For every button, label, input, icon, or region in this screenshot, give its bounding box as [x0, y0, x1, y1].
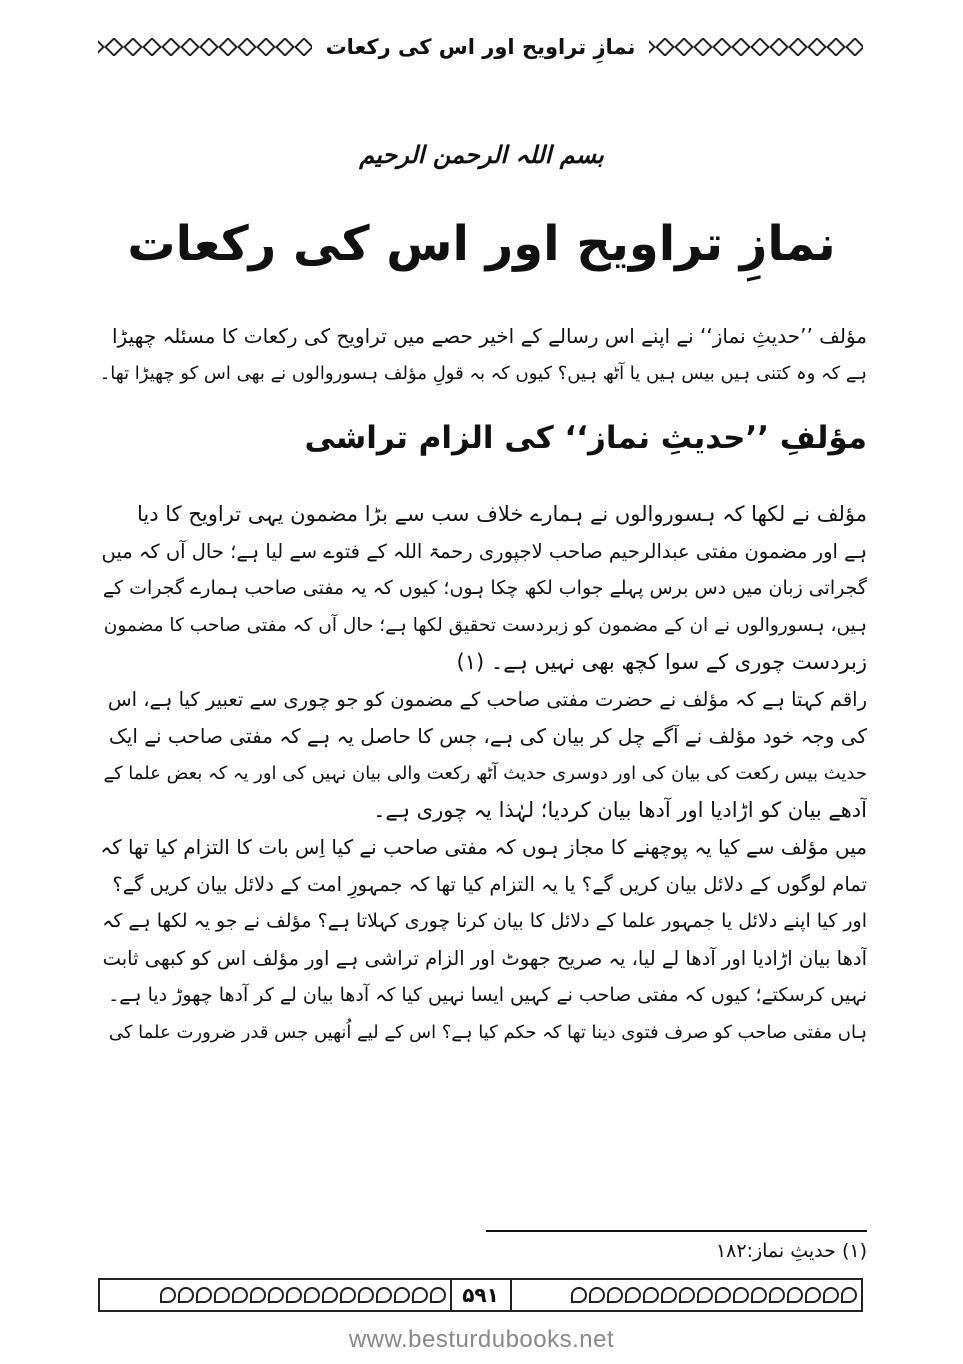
ornament-scroll-icon — [250, 1287, 266, 1303]
ornament-scroll-icon — [769, 1287, 785, 1303]
section-heading: مؤلفِ ’’حدیثِ نماز‘‘ کی الزام تراشی — [304, 420, 867, 456]
ornament-scroll-icon — [787, 1287, 803, 1303]
ornament-scroll-icon — [607, 1287, 623, 1303]
ornament-scroll-icon — [268, 1287, 284, 1303]
ornament-scroll-icon — [697, 1287, 713, 1303]
ornament-scroll-icon — [823, 1287, 839, 1303]
website-watermark: www.besturdubooks.net — [348, 1326, 615, 1353]
ornament-scroll-icon — [805, 1287, 821, 1303]
ornament-scroll-icon — [643, 1287, 659, 1303]
ornament-diamond-icon — [649, 38, 655, 56]
chapter-title: نمازِ تراویح اور اس کی رکعات — [127, 216, 836, 272]
ornament-scroll-icon — [286, 1287, 302, 1303]
ornament-scroll-icon — [733, 1287, 749, 1303]
footer-ornament-right — [512, 1280, 862, 1310]
ornament-diamond-icon — [98, 38, 104, 56]
text-line: حدیث بیس رکعت کی بیان کی اور دوسری حدیث آٹھ رکعت والی بیان نہیں کی اور یہ کہ بعض علما کے — [103, 763, 867, 784]
page-number: ۵۹۱ — [450, 1280, 512, 1310]
text-line: ہیں، ہسوروالوں نے ان کے مضمون کو زبردست تحقیق لکھا ہے؛ حال آں کہ مفتی صاحب کا مضمون — [103, 615, 867, 636]
text-line: ہے اور مضمون مفتی عبدالرحیم صاحب لاجپوری رحمۃ اللہ کے فتوے سے لیا ہے؛ حال آں کہ میں — [101, 540, 867, 563]
page-footer — [98, 1278, 863, 1312]
ornament-diamond-icon — [161, 38, 181, 56]
ornament-scroll-icon — [571, 1287, 587, 1303]
footer-ornament-left — [100, 1280, 450, 1310]
ornament-scroll-icon — [430, 1287, 446, 1303]
ornament-scroll-icon — [376, 1287, 392, 1303]
running-header — [98, 30, 863, 64]
ornament-diamond-icon — [845, 38, 863, 56]
ornament-scroll-icon — [841, 1287, 857, 1303]
ornament-scroll-icon — [232, 1287, 248, 1303]
ornament-diamond-icon — [142, 38, 162, 56]
ornament-diamond-icon — [199, 38, 219, 56]
text-line: تمام لوگوں کے دلائل بیان کریں گے؟ یا یہ التزام کیا تھا کہ جمہورِ امت کے دلائل بیان کریں گے؟ — [112, 873, 867, 896]
ornament-diamond-icon — [788, 38, 808, 56]
ornament-scroll-icon — [394, 1287, 410, 1303]
ornament-diamond-icon — [237, 38, 257, 56]
ornament-scroll-icon — [625, 1287, 641, 1303]
ornament-diamond-icon — [750, 38, 770, 56]
header-ornament-left — [98, 38, 312, 56]
text-line: اور کیا اپنے دلائل یا جمہور علما کے دلائل کا بیان کرنا چوری کہلاتا ہے؟ مؤلف نے جو یہ لکھا ہے کہ — [102, 910, 867, 932]
ornament-scroll-icon — [751, 1287, 767, 1303]
intro-paragraph — [97, 318, 867, 392]
ornament-diamond-icon — [275, 38, 295, 56]
ornament-diamond-icon — [693, 38, 713, 56]
ornament-diamond-icon — [769, 38, 789, 56]
ornament-diamond-icon — [731, 38, 751, 56]
text-line: راقم کہتا ہے کہ مؤلف نے حضرت مفتی صاحب کے مضمون کو جو چوری سے تعبیر کیا ہے، اس — [107, 688, 867, 711]
ornament-diamond-icon — [294, 38, 312, 56]
ornament-diamond-icon — [104, 38, 124, 56]
ornament-diamond-icon — [712, 38, 732, 56]
ornament-diamond-icon — [180, 38, 200, 56]
ornament-scroll-icon — [661, 1287, 677, 1303]
text-line: کی وجہ خود مؤلف نے آگے چل کر بیان کی ہے، جس کا حاصل یہ ہے کہ مفتی صاحب نے ایک — [108, 724, 867, 748]
ornament-scroll-icon — [358, 1287, 374, 1303]
bismillah-calligraphy: بسم اللہ الرحمن الرحیم — [359, 140, 604, 169]
text-line: میں مؤلف سے کیا یہ پوچھنے کا مجاز ہوں کہ مفتی صاحب نے کیا اِس بات کا التزام کیا تھا کہ — [100, 835, 867, 859]
ornament-diamond-icon — [218, 38, 238, 56]
ornament-scroll-icon — [196, 1287, 212, 1303]
ornament-diamond-icon — [256, 38, 276, 56]
ornament-diamond-icon — [655, 38, 675, 56]
ornament-diamond-icon — [807, 38, 827, 56]
body-paragraphs — [97, 496, 867, 1051]
ornament-scroll-icon — [178, 1287, 194, 1303]
ornament-scroll-icon — [412, 1287, 428, 1303]
header-ornament-right — [649, 38, 863, 56]
ornament-scroll-icon — [214, 1287, 230, 1303]
text-line: زبردست چوری کے سوا کچھ بھی نہیں ہے۔ (۱) — [456, 650, 867, 674]
ornament-scroll-icon — [679, 1287, 695, 1303]
text-line: نہیں کرسکتے؛ کیوں کہ مفتی صاحب نے کہیں ایسا نہیں کیا کہ آدھا بیان لے کر آدھا چھوڑ دیا ہے۔ — [108, 984, 867, 1006]
footnote: (۱) حدیثِ نماز:۱۸۲ — [715, 1240, 867, 1262]
ornament-scroll-icon — [304, 1287, 320, 1303]
ornament-scroll-icon — [322, 1287, 338, 1303]
ornament-diamond-icon — [674, 38, 694, 56]
ornament-scroll-icon — [715, 1287, 731, 1303]
ornament-scroll-icon — [340, 1287, 356, 1303]
text-line: گجراتی زبان میں دس برس پہلے جواب لکھ چکا ہوں؛ کیوں کہ یہ مفتی صاحب ہمارے گجرات کے — [102, 577, 867, 599]
text-line: آدھے بیان کو اڑادیا اور آدھا بیان کردیا؛ لہٰذا یہ چوری ہے۔ — [373, 798, 867, 822]
text-line: آدھا بیان اڑادیا اور آدھا لے لیا، یہ صریح جھوٹ اور الزام تراشی ہے اور مؤلف اس کو کبھی ثابت — [102, 947, 867, 970]
ornament-scroll-icon — [160, 1287, 176, 1303]
footnote-divider — [486, 1230, 867, 1232]
text-line: ہے کہ وہ کتنی ہیں بیس ہیں یا آٹھ ہیں؟ کیوں کہ بہ قولِ مؤلف ہسوروالوں نے بھی اس کو چھیڑا تھا۔ — [99, 363, 867, 384]
text-line: ہاں مفتی صاحب کو صرف فتوی دینا تھا کہ حکم کیا ہے؟ اس کے لیے اُنھیں جس قدر ضرورت علما کی — [108, 1022, 867, 1043]
text-line: مؤلف نے لکھا کہ ہسوروالوں نے ہمارے خلاف سب سے بڑا مضمون یہی تراویح کا دیا — [137, 502, 867, 526]
ornament-diamond-icon — [826, 38, 846, 56]
running-title: نمازِ تراویح اور اس کی رکعات — [325, 35, 636, 59]
text-line: مؤلف ’’حدیثِ نماز‘‘ نے اپنے اس رسالے کے اخیر حصے میں تراویح کی رکعات کا مسئلہ چھیڑا — [111, 324, 867, 348]
ornament-scroll-icon — [589, 1287, 605, 1303]
ornament-diamond-icon — [123, 38, 143, 56]
